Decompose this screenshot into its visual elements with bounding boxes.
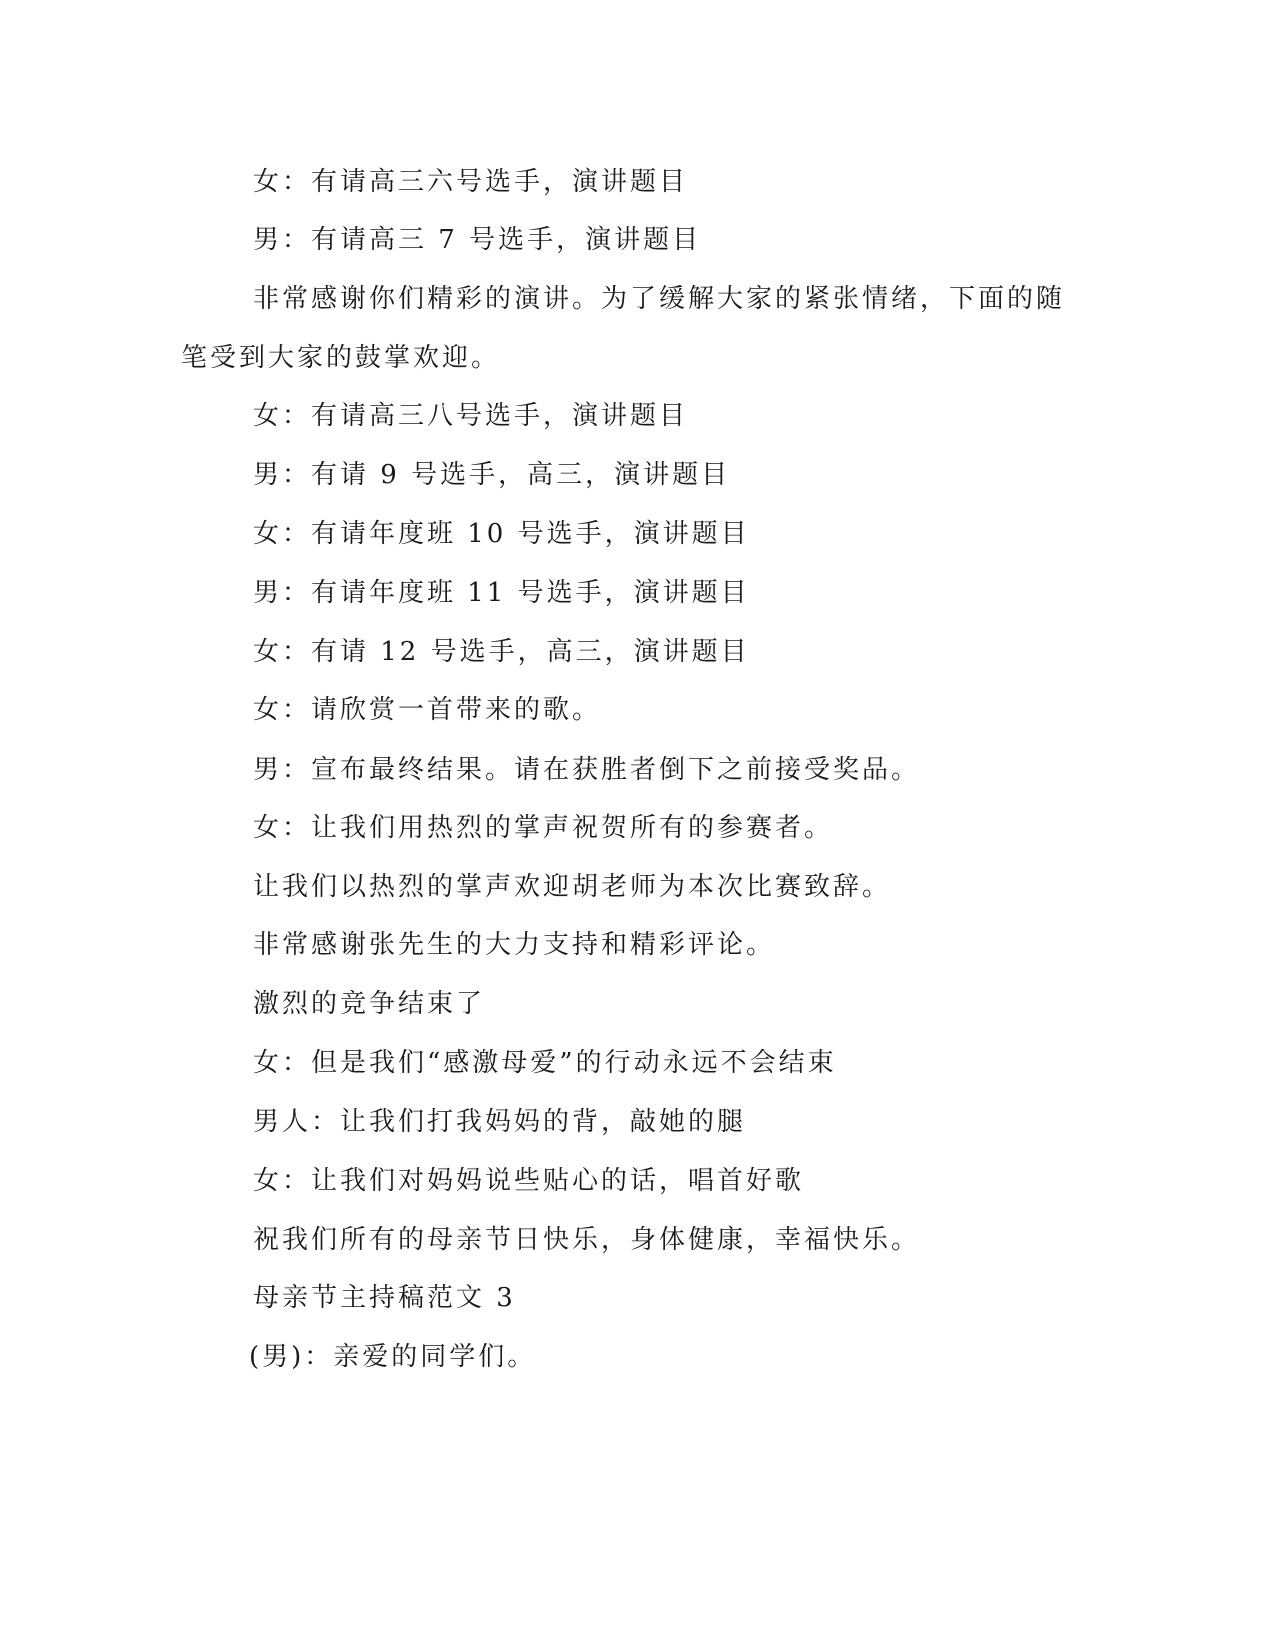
text-line: 女：请欣赏一首带来的歌。 (253, 695, 602, 725)
text-line: 非常感谢张先生的大力支持和精彩评论。 (253, 930, 776, 960)
text-line: 女：有请 12 号选手，高三，演讲题目 (253, 637, 750, 667)
section-heading: 母亲节主持稿范文 3 (253, 1283, 516, 1313)
text-line: 女：有请高三八号选手，演讲题目 (253, 401, 689, 431)
text-line: 女：让我们用热烈的掌声祝贺所有的参赛者。 (253, 813, 834, 843)
text-line: 男：有请 9 号选手，高三，演讲题目 (253, 460, 731, 490)
text-line: 男：有请年度班 11 号选手，演讲题目 (253, 578, 750, 608)
text-line: 男：宣布最终结果。请在获胜者倒下之前接受奖品。 (253, 755, 921, 785)
text-line: 男：有请高三 7 号选手，演讲题目 (253, 225, 702, 255)
text-line: 男人：让我们打我妈妈的背，敲她的腿 (253, 1107, 747, 1137)
text-line: (男)：亲爱的同学们。 (249, 1342, 537, 1372)
text-line: 女：让我们对妈妈说些贴心的话，唱首好歌 (253, 1166, 805, 1196)
text-line: 女：有请高三六号选手，演讲题目 (253, 167, 689, 197)
text-line: 激烈的竞争结束了 (253, 989, 486, 1019)
text-line: 笔受到大家的鼓掌欢迎。 (181, 343, 501, 373)
text-line: 非常感谢你们精彩的演讲。为了缓解大家的紧张情绪，下面的随 (253, 284, 1066, 314)
text-line: 让我们以热烈的掌声欢迎胡老师为本次比赛致辞。 (253, 872, 892, 902)
text-line: 祝我们所有的母亲节日快乐，身体健康，幸福快乐。 (253, 1225, 921, 1255)
text-line: 女：但是我们“感激母爱”的行动永远不会结束 (253, 1048, 837, 1078)
text-line: 女：有请年度班 10 号选手，演讲题目 (253, 519, 750, 549)
